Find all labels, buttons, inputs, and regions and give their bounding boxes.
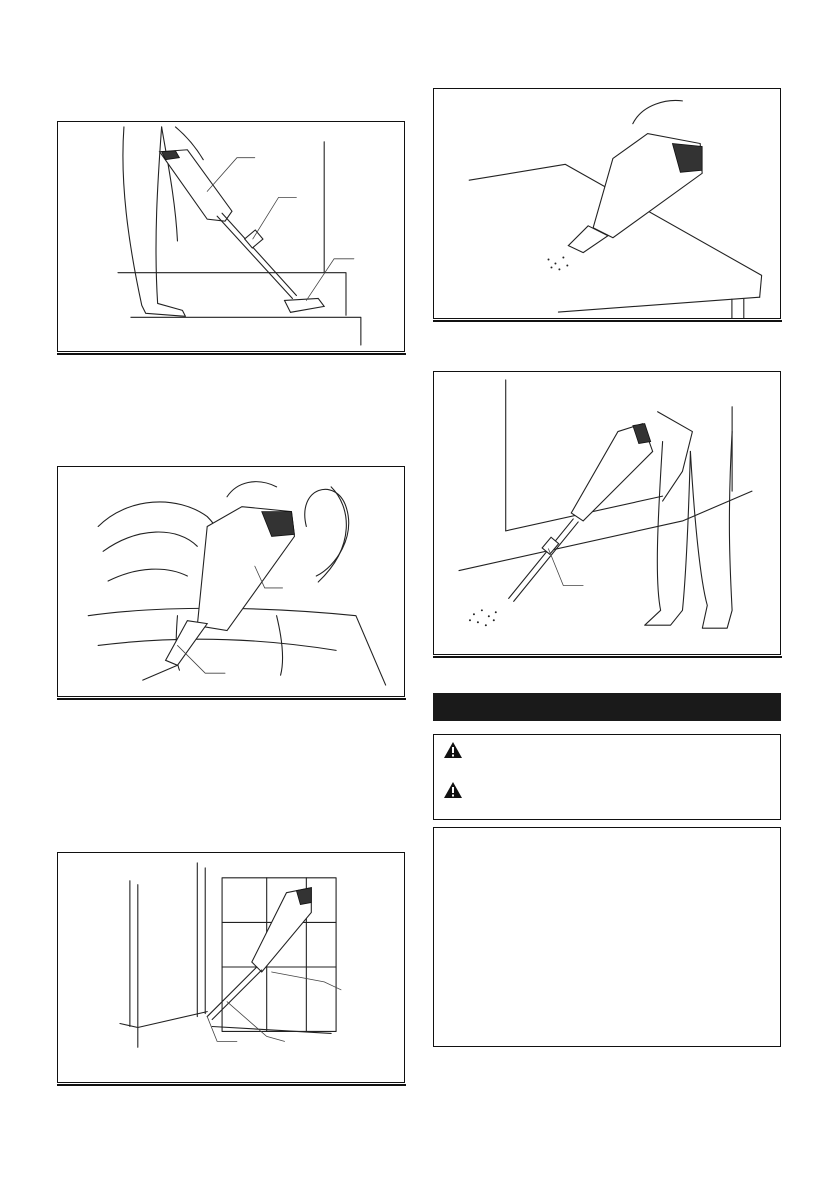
table-illustration bbox=[434, 89, 780, 318]
floor-nozzle-illustration bbox=[58, 122, 404, 351]
figure-table bbox=[433, 88, 781, 319]
window-illustration bbox=[58, 853, 404, 1082]
car-seat-illustration bbox=[58, 467, 404, 696]
figure-car-seat bbox=[57, 466, 405, 697]
warning-box bbox=[433, 734, 781, 820]
notice-box bbox=[433, 827, 781, 1047]
figure-window bbox=[57, 852, 405, 1083]
figure-floor-pipe bbox=[433, 371, 781, 655]
maintenance-header-bar bbox=[433, 693, 781, 721]
warning-triangle-icon bbox=[443, 741, 463, 759]
floor-pipe-illustration bbox=[434, 372, 780, 654]
figure-floor-nozzle bbox=[57, 121, 405, 352]
warning-triangle-icon bbox=[443, 781, 463, 799]
